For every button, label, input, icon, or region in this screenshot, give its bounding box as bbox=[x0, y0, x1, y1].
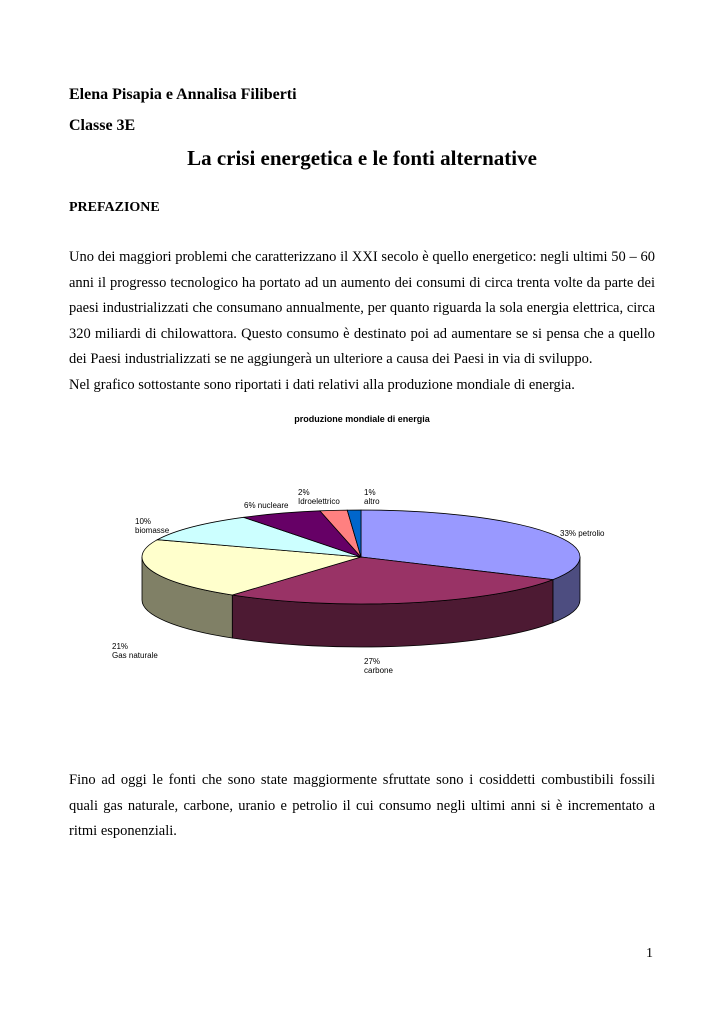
pie-top bbox=[142, 510, 580, 604]
pie-label-text: 33% petrolio bbox=[560, 529, 605, 538]
pie-label-nucleare bbox=[244, 501, 289, 510]
pie-label-name: Gas naturale bbox=[112, 651, 158, 660]
pie-label-percent: 21% bbox=[112, 642, 129, 651]
pie-label-carbone bbox=[364, 657, 393, 675]
intro-paragraph bbox=[69, 245, 655, 398]
page-number: 1 bbox=[646, 946, 653, 961]
pie-label-percent: 27% bbox=[364, 657, 381, 666]
pie-label-altro bbox=[364, 488, 380, 506]
intro-chart-reference: Nel grafico sottostante sono riportati i dati relativi alla produzione mondiale di energia. bbox=[69, 376, 575, 393]
intro-text: Uno dei maggiori problemi che caratterizzano il XXI secolo è quello energetico: negli ultimi 50 – 60 anni il progresso tecnologico ha portato ad un aumento dei consumi di circa trenta volte da parte dei paesi industrializzati che consumano annualmente, per quanto riguarda la sola energia elettrica, circa 320 miliardi di chilowattora. Questo consumo è destinato poi ad aumentare se si pensa che a quello dei Paesi industrializzati se ne aggiungerà un ulteriore a causa dei Paesi in via di sviluppo. bbox=[69, 249, 655, 367]
pie-label-name: biomasse bbox=[135, 526, 170, 535]
pie-label-percent: 1% bbox=[364, 488, 376, 497]
pie-label-petrolio bbox=[560, 529, 605, 538]
pie-label-name: altro bbox=[364, 497, 380, 506]
pie-label-biomasse bbox=[135, 517, 170, 535]
pie-label-percent: 10% bbox=[135, 517, 152, 526]
energy-production-pie-chart bbox=[100, 406, 630, 696]
document-title: La crisi energetica e le fonti alternative bbox=[187, 146, 537, 170]
pie-label-text: 6% nucleare bbox=[244, 501, 289, 510]
pie-label-name: carbone bbox=[364, 666, 393, 675]
chart-title: produzione mondiale di energia bbox=[294, 414, 430, 424]
pie-label-percent: 2% bbox=[298, 488, 310, 497]
pie-label-gas-naturale bbox=[112, 642, 158, 660]
pie-label-idroelettrico bbox=[298, 488, 340, 506]
class-label: Classe 3E bbox=[69, 117, 136, 134]
authors: Elena Pisapia e Annalisa Filiberti bbox=[69, 86, 297, 103]
fossil-fuels-paragraph: Fino ad oggi le fonti che sono state maggiormente sfruttate sono i cosiddetti combustibili fossili quali gas naturale, carbone, uranio e petrolio il cui consumo negli ultimi anni si è incrementato a ritmi esponenziali. bbox=[69, 772, 655, 839]
pie-label-name: Idroelettrico bbox=[298, 497, 340, 506]
section-heading: PREFAZIONE bbox=[69, 200, 160, 215]
